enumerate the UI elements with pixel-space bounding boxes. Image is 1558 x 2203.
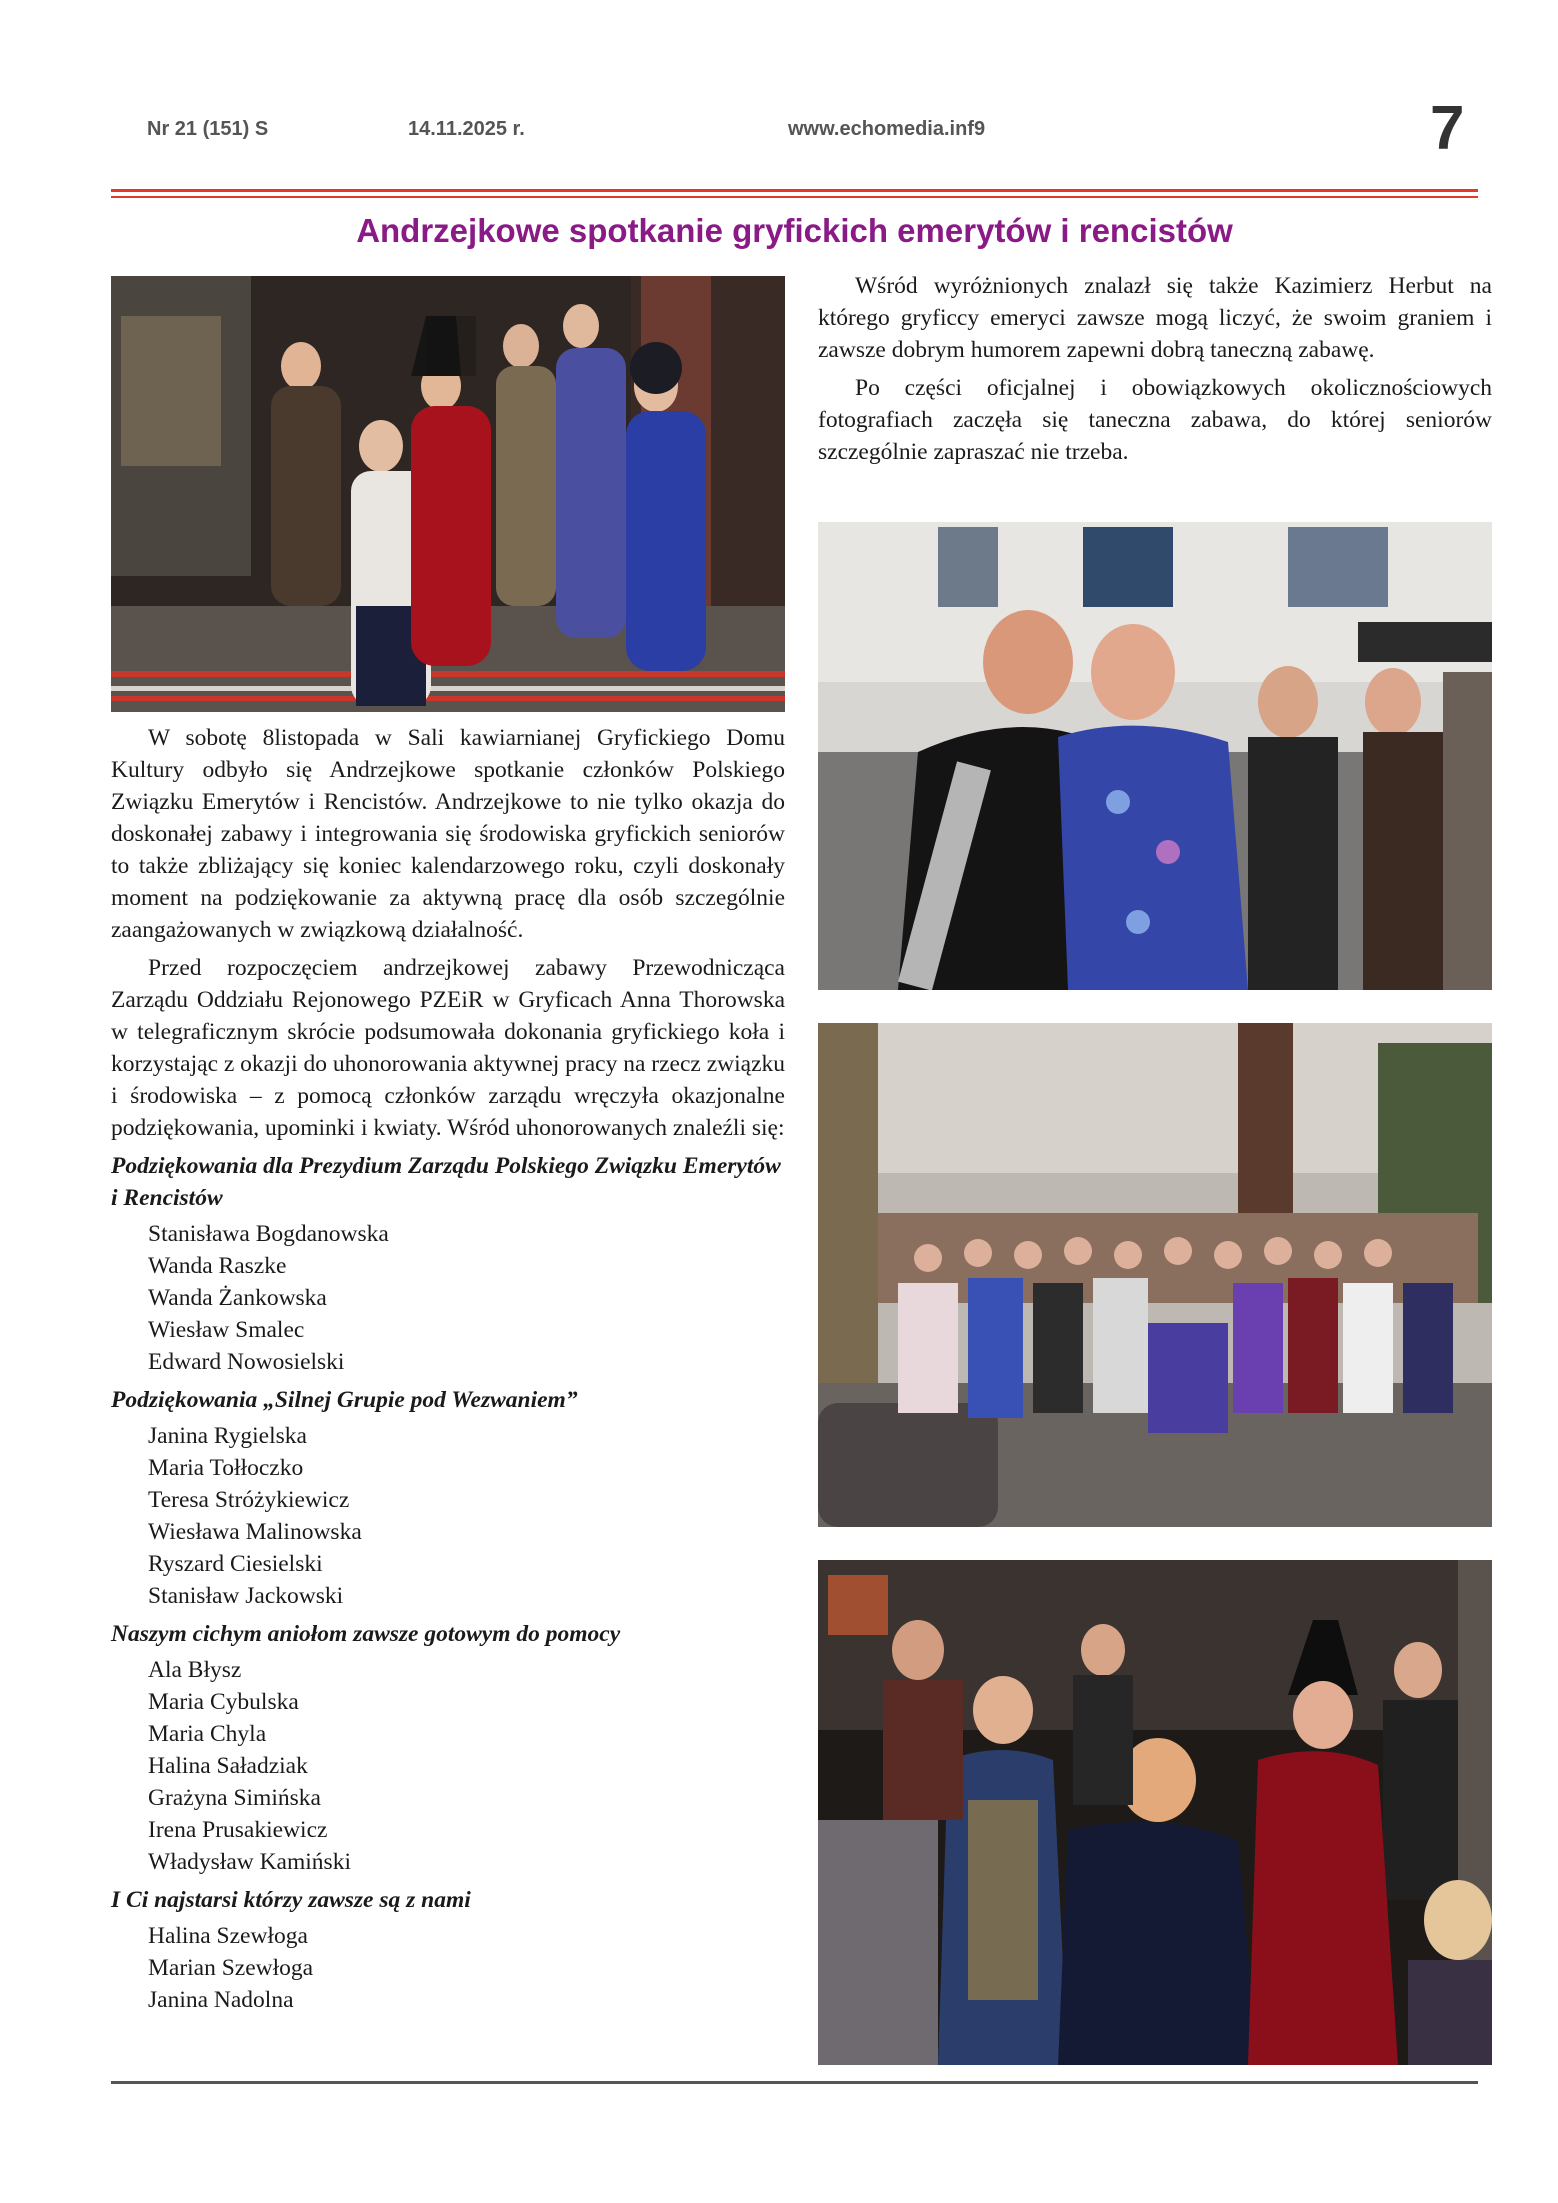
paragraph-dance: Po części oficjalnej i obowiązkowych okolicznościowych fotografiach zaczęła się taneczna zabawa, do której seniorów szczególnie zapraszać nie trzeba. xyxy=(818,375,1492,465)
website[interactable]: www.echomedia.inf9 xyxy=(788,118,986,140)
list-item: Irena Prusakiewicz xyxy=(148,1817,328,1843)
photo-large-group xyxy=(818,1023,1492,1527)
list-item: Wanda Żankowska xyxy=(148,1285,327,1311)
group-heading: I Ci najstarsi którzy zawsze są z nami xyxy=(111,1887,471,1913)
name-list xyxy=(148,1218,785,1378)
photo-costumed-women xyxy=(111,276,785,712)
list-item: Wanda Raszke xyxy=(148,1253,287,1279)
group-heading: Naszym cichym aniołom zawsze gotowym do pomocy xyxy=(111,1621,621,1647)
paragraph-herbut: Wśród wyróżnionych znalazł się także Kazimierz Herbut na którego gryficcy emeryci zawsze mogą liczyć, że swoim graniem i zawsze dobrym humorem zapewni dobrą taneczną zabawę. xyxy=(818,273,1492,363)
issue-number: Nr 21 (151) S xyxy=(147,118,269,140)
right-column xyxy=(818,270,1492,474)
list-item: Maria Chyla xyxy=(148,1721,267,1747)
list-item: Halina Szewłoga xyxy=(148,1923,308,1949)
paragraph-intro: W sobotę 8listopada w Sali kawiarnianej Gryfickiego Domu Kultury odbyło się Andrzejkowe spotkanie członków Polskiego Związku Emerytów i Rencistów. Andrzejkowe to nie tylko okazja do doskonałej zabawy i integrowania się środowiska gryfickich seniorów to także zbliżający się koniec kalendarzowego roku, czyli doskonały moment na podziękowanie za aktywną pracę dla osób szczególnie zaangażowanych w związkową działalność. xyxy=(111,725,785,943)
paragraph-honors: Przed rozpoczęciem andrzejkowej zabawy Przewodnicząca Zarządu Oddziału Rejonowego PZEiR w Gryficach Anna Thorowska w telegraficznym skrócie podsumowała dokonania gryfickiego koła i korzystając z okazji do uhonorowania aktywnej pracy na rzecz związku i środowiska – z pomocą członków zarządu wręczyła okazjonalne podziękowania, upominki i kwiaty. Wśród uhonorowanych znaleźli się: xyxy=(111,955,786,1141)
list-item: Teresa Stróżykiewicz xyxy=(148,1487,350,1513)
list-item: Stanisława Bogdanowska xyxy=(148,1221,389,1247)
list-item: Maria Cybulska xyxy=(148,1689,299,1715)
name-list xyxy=(148,1654,785,1878)
list-item: Maria Tołłoczko xyxy=(148,1455,304,1481)
article-title: Andrzejkowe spotkanie gryfickich emerytów i rencistów xyxy=(356,212,1233,249)
list-item: Janina Rygielska xyxy=(148,1423,307,1449)
list-item: Wiesław Smalec xyxy=(148,1317,305,1343)
photo-couple xyxy=(818,522,1492,990)
list-item: Grażyna Simińska xyxy=(148,1785,321,1811)
footer-rule xyxy=(111,2081,1478,2084)
list-item: Ryszard Ciesielski xyxy=(148,1551,323,1577)
list-item: Marian Szewłoga xyxy=(148,1955,314,1981)
list-item: Władysław Kamiński xyxy=(148,1849,351,1875)
header-rule-bottom xyxy=(111,196,1478,198)
list-item: Ala Błysz xyxy=(148,1657,242,1683)
list-item: Wiesława Malinowska xyxy=(148,1519,362,1545)
issue-date: 14.11.2025 r. xyxy=(408,118,525,140)
list-item: Edward Nowosielski xyxy=(148,1349,345,1375)
list-item: Stanisław Jackowski xyxy=(148,1583,344,1609)
header-rule-top xyxy=(111,189,1478,192)
name-list xyxy=(148,1420,785,1612)
page-number: 7 xyxy=(1430,94,1465,163)
group-heading: Podziękowania „Silnej Grupie pod Wezwaniem” xyxy=(111,1387,578,1413)
photo-dancing xyxy=(818,1560,1492,2065)
group-heading: Podziękowania dla Prezydium Zarządu Polskiego Związku Emerytów i Rencistów xyxy=(111,1153,781,1211)
left-column xyxy=(111,722,785,2022)
list-item: Janina Nadolna xyxy=(148,1987,294,2013)
name-list xyxy=(148,1920,785,2016)
list-item: Halina Saładziak xyxy=(148,1753,308,1779)
